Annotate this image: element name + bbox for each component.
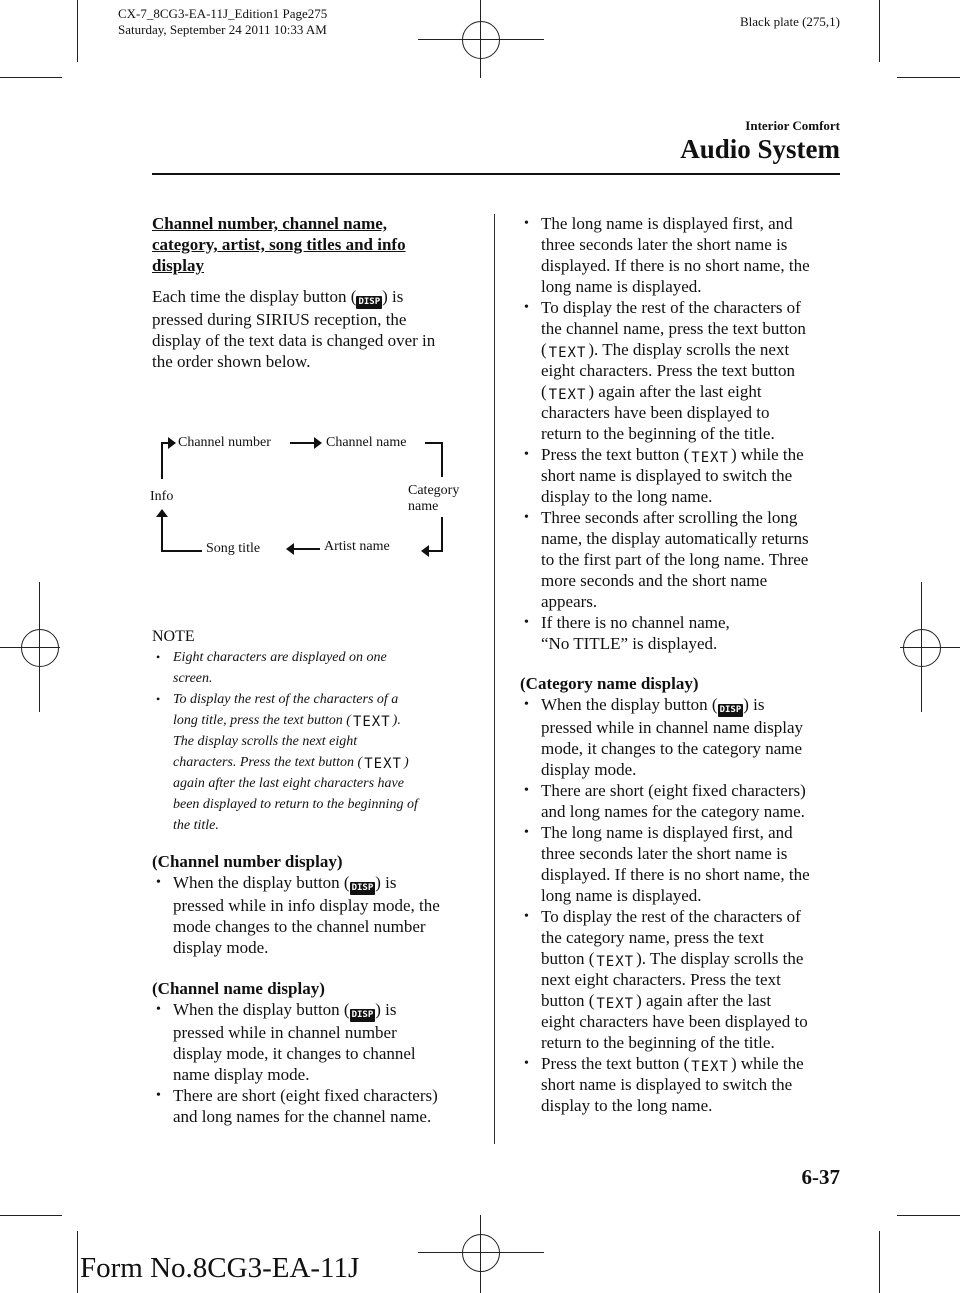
text-button-icon: TEXT bbox=[596, 954, 635, 970]
list-item: • The long name is displayed first, and three seconds later the short name is displayed. If there is no short name, the long name is displayed. bbox=[520, 822, 850, 906]
list-item: • When the display button ( DISP ) is pressed while in info display mode, the mode changes to the channel number display mode. bbox=[152, 872, 482, 958]
channel-number-list bbox=[152, 872, 482, 958]
diagram-category-name: Category name bbox=[408, 483, 460, 514]
display-cycle-diagram bbox=[140, 425, 480, 565]
left-column-bottom bbox=[152, 851, 482, 1127]
right-column-bottom bbox=[520, 673, 850, 1116]
print-job-date: Saturday, September 24 2011 10:33 AM bbox=[118, 22, 327, 37]
list-item: • The long name is displayed first, and three seconds later the short name is displayed. If there is no short name, the long name is displayed. bbox=[520, 213, 850, 297]
header-rule bbox=[152, 173, 840, 175]
channel-name-heading: (Channel name display) bbox=[152, 979, 325, 998]
diagram-channel-number: Channel number bbox=[178, 435, 271, 450]
section-label: Interior Comfort bbox=[745, 118, 840, 133]
list-item: • To display the rest of the characters of the category name, press the text button ( TEXT ). The display scrolls the next eight characters. Press the text button ( TEXT ) again after the last eight characters have been displayed to return to the beginning of the title. bbox=[520, 906, 850, 1053]
column-divider bbox=[494, 214, 495, 1144]
diagram-channel-name: Channel name bbox=[326, 435, 407, 450]
note-title: NOTE bbox=[152, 628, 195, 645]
diagram-artist-name: Artist name bbox=[324, 539, 390, 554]
channel-number-heading: (Channel number display) bbox=[152, 852, 343, 871]
text-button-icon: TEXT bbox=[364, 756, 402, 772]
disp-button-icon: DISP bbox=[351, 1010, 374, 1020]
print-job-info bbox=[118, 6, 327, 38]
list-item: • If there is no channel name, “No TITLE” is displayed. bbox=[520, 612, 850, 654]
text-button-icon: TEXT bbox=[352, 714, 391, 730]
text-button-icon: TEXT bbox=[548, 345, 587, 361]
note-box bbox=[152, 626, 482, 836]
note-item: • To display the rest of the characters of a long title, press the text button ( TEXT ). The display scrolls the next eight characters. Press the text button ( TEXT ) again after the last eight characters have been displayed to return to the beginning of the title. bbox=[152, 689, 482, 836]
disp-button-icon: DISP bbox=[719, 705, 742, 715]
diagram-info: Info bbox=[150, 489, 174, 504]
text-button-icon: TEXT bbox=[691, 1059, 729, 1075]
section-heading: Channel number, channel name, category, artist, song titles and info display bbox=[152, 214, 406, 275]
channel-name-details-list bbox=[520, 213, 850, 654]
black-plate-label: Black plate (275,1) bbox=[740, 14, 840, 29]
text-button-icon: TEXT bbox=[548, 387, 587, 403]
category-name-heading: (Category name display) bbox=[520, 674, 699, 693]
note-item: • Eight characters are displayed on one screen. bbox=[152, 647, 482, 689]
intro-paragraph: Each time the display button ( DISP ) is pressed during SIRIUS reception, the display of the text data is changed over in the order shown below. bbox=[152, 287, 436, 371]
note-list bbox=[152, 647, 482, 836]
list-item: • There are short (eight fixed characters) and long names for the category name. bbox=[520, 780, 850, 822]
right-column-top bbox=[520, 213, 850, 654]
category-name-list bbox=[520, 694, 850, 1116]
channel-name-list bbox=[152, 999, 482, 1127]
list-item: • Press the text button ( TEXT ) while the short name is displayed to switch the display to the long name. bbox=[520, 1053, 850, 1116]
list-item: • Press the text button ( TEXT ) while the short name is displayed to switch the display to the long name. bbox=[520, 444, 850, 507]
diagram-song-title: Song title bbox=[206, 541, 261, 556]
text-button-icon: TEXT bbox=[691, 450, 729, 466]
left-column-top bbox=[152, 213, 482, 372]
page-number: 6-37 bbox=[801, 1165, 840, 1189]
print-job-file: CX-7_8CG3-EA-11J_Edition1 Page275 bbox=[118, 6, 328, 21]
form-number: Form No.8CG3-EA-11J bbox=[80, 1252, 360, 1284]
list-item: • When the display button ( DISP ) is pressed while in channel name display mode, it changes to the category name display mode. bbox=[520, 694, 850, 780]
text-button-icon: TEXT bbox=[596, 996, 635, 1012]
section-title: Audio System bbox=[680, 134, 840, 164]
list-item: • Three seconds after scrolling the long name, the display automatically returns to the first part of the long name. Three more seconds and the short name appears. bbox=[520, 507, 850, 612]
disp-button-icon: DISP bbox=[351, 883, 374, 893]
list-item: • There are short (eight fixed characters) and long names for the channel name. bbox=[152, 1085, 482, 1127]
list-item: • When the display button ( DISP ) is pressed while in channel number display mode, it changes to channel name display mode. bbox=[152, 999, 482, 1085]
disp-button-icon: DISP bbox=[358, 297, 381, 307]
list-item: • To display the rest of the characters of the channel name, press the text button ( TEXT ). The display scrolls the next eight characters. Press the text button ( TEXT ) again after the last eight characters have been displayed to return to the beginning of the title. bbox=[520, 297, 850, 444]
